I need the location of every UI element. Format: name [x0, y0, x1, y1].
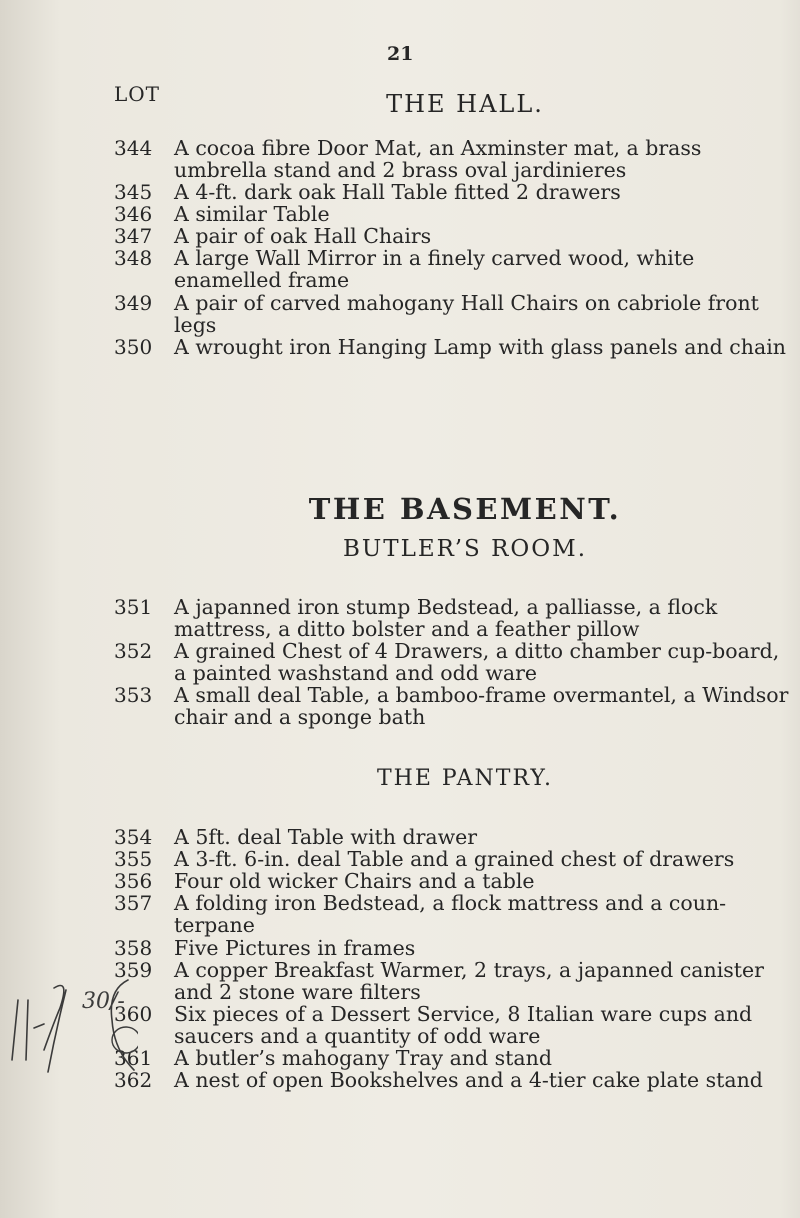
lot-description: A grained Chest of 4 Drawers, a ditto chamber cup-board, a painted washstand and odd ware [174, 639, 780, 685]
lot-row [114, 848, 794, 870]
lot-description: A cocoa fibre Door Mat, an Axminster mat, a brass umbrella stand and 2 brass oval jardinieres [174, 136, 702, 182]
section-title-pantry: THE PANTRY. [376, 766, 554, 791]
handwritten-annotation [8, 960, 138, 1080]
lot-row [114, 892, 794, 936]
lot-description: A nest of open Bookshelves and a 4-tier cake plate stand [174, 1068, 763, 1092]
lot-number: 362 [114, 1068, 153, 1092]
lot-row [114, 684, 794, 728]
lot-column-heading: LOT [114, 82, 161, 106]
lot-number: 355 [114, 847, 153, 871]
lot-description: A folding iron Bedstead, a flock mattress and a coun-terpane [174, 891, 727, 937]
lot-number: 350 [114, 335, 153, 359]
lot-row [114, 937, 794, 959]
lot-number: 351 [114, 595, 153, 619]
lot-description: Six pieces of a Dessert Service, 8 Italian ware cups and saucers and a quantity of odd ware [174, 1002, 753, 1048]
lot-number: 356 [114, 869, 153, 893]
lot-number: 349 [114, 291, 153, 315]
lot-description: Five Pictures in frames [174, 936, 416, 960]
lot-description: A copper Breakfast Warmer, 2 trays, a japanned canister and 2 stone ware filters [174, 958, 764, 1004]
lot-description: A pair of oak Hall Chairs [174, 224, 432, 248]
lot-row [114, 1003, 794, 1047]
lot-row [114, 959, 794, 1003]
lot-row [114, 1047, 794, 1069]
lot-number: 353 [114, 683, 153, 707]
handwritten-price: 30/- [82, 989, 125, 1014]
lot-row [114, 203, 794, 225]
lot-description: A wrought iron Hanging Lamp with glass panels and chain [174, 335, 786, 359]
lot-number: 344 [114, 136, 153, 160]
lot-number: 361 [114, 1046, 153, 1070]
section-title-basement: THE BASEMENT. [308, 492, 622, 526]
lot-row [114, 640, 794, 684]
page-number: 21 [387, 43, 414, 65]
lot-row [114, 292, 794, 336]
lot-description: Four old wicker Chairs and a table [174, 869, 535, 893]
lot-number: 345 [114, 180, 153, 204]
lot-row [114, 181, 794, 203]
lot-description: A japanned iron stump Bedstead, a palliasse, a flock mattress, a ditto bolster and a feather pillow [174, 595, 718, 641]
lot-description: A 3-ft. 6-in. deal Table and a grained chest of drawers [174, 847, 735, 871]
lot-number: 352 [114, 639, 153, 663]
lot-number: 348 [114, 246, 153, 270]
lot-description: A small deal Table, a bamboo-frame overmantel, a Windsor chair and a sponge bath [174, 683, 789, 729]
lot-number: 347 [114, 224, 153, 248]
lot-row [114, 247, 794, 291]
lot-number: 359 [114, 958, 153, 982]
lot-description: A similar Table [174, 202, 330, 226]
lot-number: 346 [114, 202, 153, 226]
lot-row [114, 826, 794, 848]
lot-description: A 4-ft. dark oak Hall Table fitted 2 drawers [174, 180, 621, 204]
lot-number: 358 [114, 936, 153, 960]
lot-row [114, 225, 794, 247]
lot-number: 357 [114, 891, 153, 915]
lot-description: A pair of carved mahogany Hall Chairs on cabriole front legs [174, 291, 759, 337]
section-title-hall: THE HALL. [386, 90, 544, 118]
lot-description: A butler’s mahogany Tray and stand [174, 1046, 552, 1070]
lot-description: A large Wall Mirror in a finely carved wood, white enamelled frame [174, 246, 695, 292]
lot-number: 354 [114, 825, 153, 849]
lot-row [114, 1069, 794, 1091]
section-subtitle-butlers-room: BUTLER’S ROOM. [342, 536, 588, 562]
lot-row [114, 137, 794, 181]
lot-row [114, 870, 794, 892]
lot-description: A 5ft. deal Table with drawer [174, 825, 478, 849]
lot-row [114, 596, 794, 640]
lot-row [114, 336, 794, 358]
lot-number: 360 [114, 1002, 153, 1026]
